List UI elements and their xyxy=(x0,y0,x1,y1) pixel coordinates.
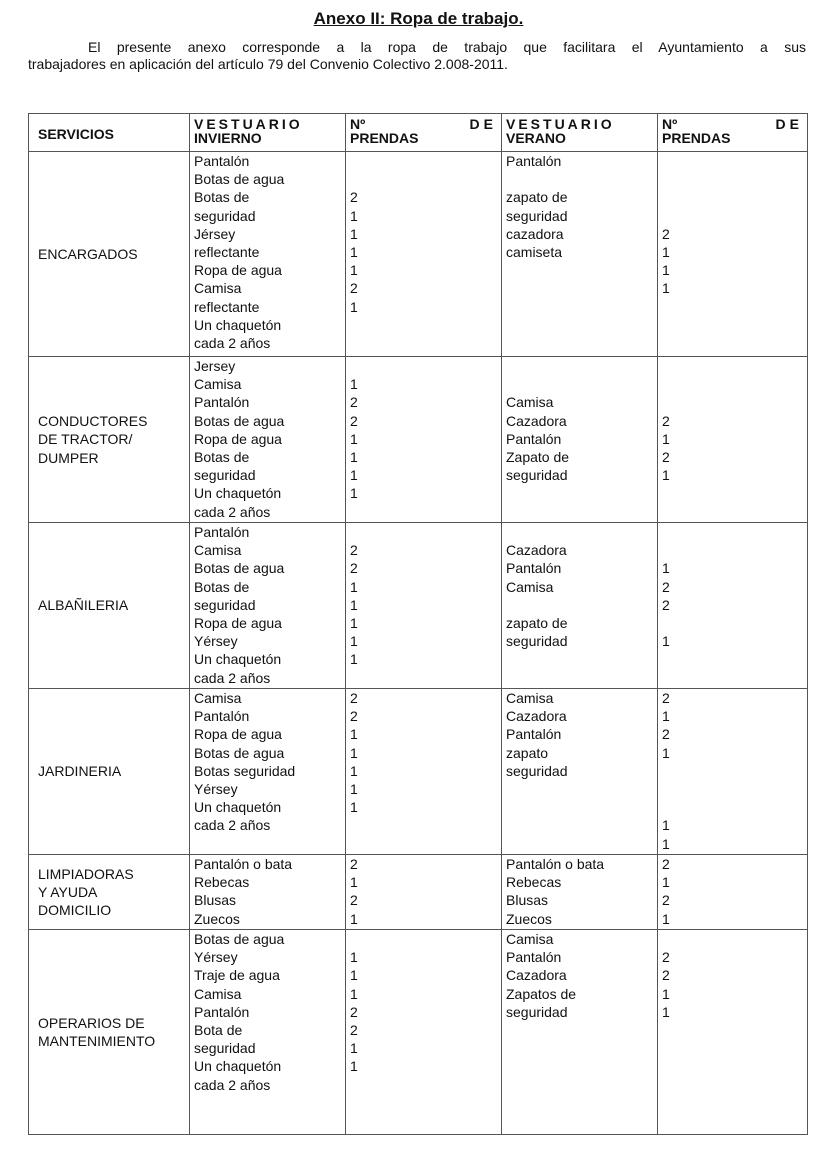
cell-line: Camisa xyxy=(194,985,242,1002)
cell-line: camiseta xyxy=(506,244,563,261)
cell-line: Botas de agua xyxy=(194,744,285,761)
cell-line: 1 xyxy=(662,910,670,927)
header-n-prendas-invierno: Nº DE PRENDAS xyxy=(346,114,502,152)
cell-line: Zapatos de xyxy=(506,985,577,1002)
cell-line: Camisa xyxy=(194,542,242,559)
cell-line: cada 2 años xyxy=(194,503,271,520)
cell-line: 1 xyxy=(662,467,670,484)
cell-line: 1 xyxy=(350,949,358,966)
cell-line: Rebecas xyxy=(194,874,250,891)
cell-line: 2 xyxy=(350,412,358,429)
cell-line: Botas de agua xyxy=(194,560,285,577)
cell-line: 2 xyxy=(350,560,358,577)
cell-line: Camisa xyxy=(194,280,242,297)
cell-line: 1 xyxy=(662,244,670,261)
cell-line: DE TRACTOR/ xyxy=(38,431,133,448)
cell-line: 2 xyxy=(350,280,358,297)
cell-line: 2 xyxy=(662,412,670,429)
cell-line: seguridad xyxy=(506,633,568,650)
cell-line: 1 xyxy=(350,207,358,224)
cell-line: 1 xyxy=(350,430,358,447)
n-prendas-invierno-cell xyxy=(346,930,502,1135)
vestuario-verano-cell xyxy=(502,357,658,523)
intro-line-2: trabajadores en aplicación del artículo 79 del Convenio Colectivo 2.008-2011. xyxy=(28,56,508,72)
cell-line xyxy=(662,930,803,948)
page-title: Anexo II: Ropa de trabajo. xyxy=(313,9,524,28)
cell-line: seguridad xyxy=(194,467,256,484)
cell-line: Un chaquetón xyxy=(194,316,282,333)
n-prendas-verano-cell xyxy=(658,689,808,855)
cell-line: CONDUCTORES xyxy=(38,413,148,430)
n-prendas-invierno-cell xyxy=(346,689,502,855)
cell-line: Bota de xyxy=(194,1022,243,1039)
cell-line: Botas seguridad xyxy=(194,762,296,779)
cell-line xyxy=(662,188,803,206)
cell-line: Camisa xyxy=(194,376,242,393)
cell-line xyxy=(506,596,653,614)
cell-line: 1 xyxy=(350,244,358,261)
servicio-cell xyxy=(29,152,190,357)
cell-line xyxy=(662,798,803,816)
cell-line: 1 xyxy=(350,651,358,668)
intro-paragraph xyxy=(28,39,806,73)
cell-line: Un chaquetón xyxy=(194,799,282,816)
cell-line: Jérsey xyxy=(194,225,236,242)
cell-line: Cazadora xyxy=(506,708,567,725)
cell-line: 1 xyxy=(662,817,670,834)
cell-line: Pantalón o bata xyxy=(194,856,293,872)
header-servicios: SERVICIOS xyxy=(29,114,190,152)
cell-line: Y AYUDA xyxy=(38,883,98,900)
cell-line xyxy=(350,170,497,188)
cell-line: Pantalón xyxy=(506,726,562,743)
cell-line: Un chaquetón xyxy=(194,651,282,668)
table-row xyxy=(29,152,808,357)
cell-line: 1 xyxy=(350,633,358,650)
cell-line: reflectante xyxy=(194,298,260,315)
cell-line: Cazadora xyxy=(506,412,567,429)
vestuario-invierno-cell xyxy=(190,357,346,523)
cell-line: Ropa de agua xyxy=(194,430,282,447)
cell-line: 2 xyxy=(662,949,670,966)
cell-line: 1 xyxy=(662,430,670,447)
cell-line xyxy=(506,523,653,541)
cell-line xyxy=(350,930,497,948)
cell-line: Zuecos xyxy=(506,910,552,927)
vestuario-invierno-cell xyxy=(190,523,346,689)
cell-line: Pantalón xyxy=(194,394,250,411)
table-row xyxy=(29,689,808,855)
n-prendas-invierno-cell xyxy=(346,152,502,357)
cell-line: Pantalón xyxy=(194,524,250,540)
cell-line: 1 xyxy=(350,615,358,632)
cell-line: DOMICILIO xyxy=(38,902,112,919)
cell-line: Yérsey xyxy=(194,949,238,966)
cell-line: zapato de xyxy=(506,189,568,206)
cell-line: Blusas xyxy=(506,892,549,909)
cell-line: 1 xyxy=(350,578,358,595)
cell-line: Rebecas xyxy=(506,874,562,891)
table-row xyxy=(29,357,808,523)
cell-line: seguridad xyxy=(194,596,256,613)
n-prendas-verano-cell xyxy=(658,152,808,357)
cell-line: ENCARGADOS xyxy=(38,245,138,262)
cell-line: 2 xyxy=(350,856,358,872)
cell-line: 1 xyxy=(350,376,358,393)
cell-line: 2 xyxy=(350,394,358,411)
cell-line: Ropa de agua xyxy=(194,615,282,632)
cell-line: 2 xyxy=(350,708,358,725)
cell-line xyxy=(662,357,803,375)
cell-line: Zapato de xyxy=(506,449,570,466)
cell-line: 1 xyxy=(350,781,358,798)
cell-line: seguridad xyxy=(194,207,256,224)
header-vestuario-verano: VESTUARIO VERANO xyxy=(502,114,658,152)
cell-line: 2 xyxy=(662,449,670,466)
cell-line: 1 xyxy=(350,985,358,1002)
n-prendas-invierno-cell xyxy=(346,523,502,689)
cell-line: LIMPIADORAS xyxy=(38,865,134,882)
cell-line xyxy=(662,780,803,798)
cell-line: Pantalón xyxy=(506,153,562,169)
cell-line: Cazadora xyxy=(506,967,567,984)
cell-line: 1 xyxy=(350,485,358,502)
cell-line: Pantalón o bata xyxy=(506,856,605,872)
cell-line: Cazadora xyxy=(506,542,567,559)
cell-line xyxy=(350,523,497,541)
cell-line xyxy=(662,523,803,541)
cell-line: 1 xyxy=(350,1058,358,1075)
cell-line: 1 xyxy=(662,633,670,650)
cell-line: Botas de agua xyxy=(194,171,285,188)
cell-line: Jersey xyxy=(194,358,236,374)
cell-line xyxy=(662,152,803,170)
cell-line: Blusas xyxy=(194,892,237,909)
vestuario-verano-cell xyxy=(502,152,658,357)
cell-line: 2 xyxy=(662,690,670,706)
cell-line: 1 xyxy=(350,874,358,891)
cell-line: Botas de xyxy=(194,189,250,206)
cell-line: 2 xyxy=(350,690,358,706)
cell-line: 1 xyxy=(662,744,670,761)
cell-line: 2 xyxy=(350,1022,358,1039)
n-prendas-verano-cell xyxy=(658,855,808,930)
cell-line xyxy=(662,541,803,559)
cell-line: cada 2 años xyxy=(194,817,271,834)
cell-line: Pantalón xyxy=(194,708,250,725)
cell-line: 1 xyxy=(350,910,358,927)
cell-line: cazadora xyxy=(506,225,564,242)
cell-line: reflectante xyxy=(194,244,260,261)
n-prendas-invierno-cell xyxy=(346,855,502,930)
cell-line: JARDINERIA xyxy=(38,763,122,780)
cell-line: 1 xyxy=(350,225,358,242)
cell-line: 2 xyxy=(662,596,670,613)
cell-line: cada 2 años xyxy=(194,335,271,352)
cell-line: seguridad xyxy=(506,1003,568,1020)
vestuario-invierno-cell xyxy=(190,930,346,1135)
cell-line: 2 xyxy=(662,856,670,872)
cell-line: Botas de xyxy=(194,449,250,466)
cell-line: seguridad xyxy=(194,1040,256,1057)
cell-line: Botas de agua xyxy=(194,931,285,947)
n-prendas-invierno-cell xyxy=(346,357,502,523)
cell-line: Camisa xyxy=(194,690,242,706)
cell-line: 1 xyxy=(350,762,358,779)
cell-line: 1 xyxy=(350,262,358,279)
servicio-cell xyxy=(29,357,190,523)
cell-line: 1 xyxy=(350,449,358,466)
cell-line: DUMPER xyxy=(38,449,99,466)
cell-line: Yérsey xyxy=(194,781,238,798)
vestuario-invierno-cell xyxy=(190,855,346,930)
cell-line: 2 xyxy=(662,578,670,595)
servicio-cell xyxy=(29,523,190,689)
cell-line: Ropa de agua xyxy=(194,726,282,743)
cell-line: 1 xyxy=(350,799,358,816)
table-row xyxy=(29,855,808,930)
cell-line: Camisa xyxy=(506,578,554,595)
cell-line: 1 xyxy=(350,298,358,315)
table-row xyxy=(29,523,808,689)
cell-line: seguridad xyxy=(506,762,568,779)
cell-line: 1 xyxy=(662,874,670,891)
vestuario-invierno-cell xyxy=(190,689,346,855)
cell-line: cada 2 años xyxy=(194,1076,271,1093)
cell-line xyxy=(506,375,653,393)
cell-line: 1 xyxy=(662,560,670,577)
vestuario-verano-cell xyxy=(502,523,658,689)
clothing-table xyxy=(28,113,808,1135)
cell-line xyxy=(662,614,803,632)
cell-line: ALBAÑILERIA xyxy=(38,597,129,614)
cell-line: zapato xyxy=(506,744,549,761)
cell-line xyxy=(662,375,803,393)
vestuario-verano-cell xyxy=(502,930,658,1135)
cell-line: Botas de xyxy=(194,578,250,595)
cell-line: Un chaquetón xyxy=(194,485,282,502)
cell-line: 2 xyxy=(350,892,358,909)
cell-line: 2 xyxy=(662,892,670,909)
cell-line: 1 xyxy=(350,726,358,743)
cell-line xyxy=(350,152,497,170)
cell-line: 1 xyxy=(662,280,670,297)
cell-line: 2 xyxy=(350,1003,358,1020)
cell-line: Pantalón xyxy=(506,430,562,447)
n-prendas-verano-cell xyxy=(658,930,808,1135)
cell-line xyxy=(662,170,803,188)
cell-line: 1 xyxy=(350,467,358,484)
cell-line: seguridad xyxy=(506,207,568,224)
cell-line: zapato de xyxy=(506,615,568,632)
cell-line: 1 xyxy=(350,744,358,761)
cell-line: Traje de agua xyxy=(194,967,280,984)
cell-line: Camisa xyxy=(506,394,554,411)
cell-line: 1 xyxy=(350,1040,358,1057)
vestuario-verano-cell xyxy=(502,689,658,855)
table-row xyxy=(29,930,808,1135)
cell-line: Un chaquetón xyxy=(194,1058,282,1075)
servicio-cell xyxy=(29,930,190,1135)
cell-line: 1 xyxy=(350,967,358,984)
cell-line xyxy=(662,762,803,780)
cell-line: 2 xyxy=(350,542,358,559)
cell-line: Pantalón xyxy=(194,153,250,169)
cell-line: Pantalón xyxy=(194,1003,250,1020)
cell-line: cada 2 años xyxy=(194,669,271,686)
header-n-prendas-verano: Nº DE PRENDAS xyxy=(658,114,808,152)
cell-line: Pantalón xyxy=(506,560,562,577)
cell-line: Botas de agua xyxy=(194,412,285,429)
cell-line: seguridad xyxy=(506,467,568,484)
table-header-row xyxy=(29,114,808,152)
cell-line: OPERARIOS DE xyxy=(38,1014,145,1031)
cell-line: Camisa xyxy=(506,931,554,947)
cell-line xyxy=(662,207,803,225)
cell-line: 1 xyxy=(350,596,358,613)
vestuario-invierno-cell xyxy=(190,152,346,357)
cell-line: 1 xyxy=(662,1003,670,1020)
cell-line: Ropa de agua xyxy=(194,262,282,279)
cell-line: 1 xyxy=(662,835,670,852)
cell-line: Camisa xyxy=(506,690,554,706)
n-prendas-verano-cell xyxy=(658,357,808,523)
cell-line: 2 xyxy=(662,225,670,242)
cell-line: 2 xyxy=(350,189,358,206)
cell-line: Yérsey xyxy=(194,633,238,650)
intro-line-1: El presente anexo corresponde a la ropa de trabajo que facilitara el Ayuntamiento a sus xyxy=(88,39,806,55)
cell-line: 1 xyxy=(662,262,670,279)
cell-line: 2 xyxy=(662,726,670,743)
cell-line: 1 xyxy=(662,708,670,725)
cell-line: Zuecos xyxy=(194,910,240,927)
servicio-cell xyxy=(29,689,190,855)
cell-line: Pantalón xyxy=(506,949,562,966)
cell-line xyxy=(350,357,497,375)
cell-line xyxy=(662,393,803,411)
n-prendas-verano-cell xyxy=(658,523,808,689)
cell-line xyxy=(506,357,653,375)
servicio-cell xyxy=(29,855,190,930)
cell-line: 1 xyxy=(662,985,670,1002)
vestuario-verano-cell xyxy=(502,855,658,930)
cell-line xyxy=(506,170,653,188)
cell-line: 2 xyxy=(662,967,670,984)
header-vestuario-invierno: VESTUARIO INVIERNO xyxy=(190,114,346,152)
cell-line: MANTENIMIENTO xyxy=(38,1033,156,1049)
